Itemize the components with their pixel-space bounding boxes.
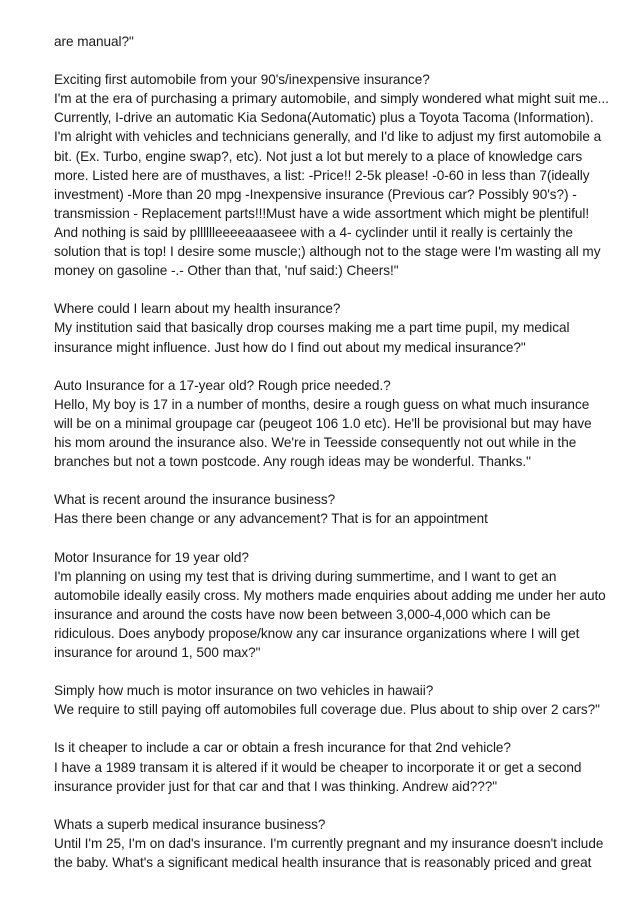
intro-line: are manual?" (54, 34, 134, 49)
qa-section (54, 490, 594, 528)
body-line: I'm alright with vehicles and technicians generally, and I'd like to adjust my first automobile a (54, 129, 602, 145)
paragraph-gap (54, 528, 594, 547)
body-line: branches but not a town postcode. Any rough ideas may be wonderful. Thanks." (54, 454, 531, 470)
paragraph-gap (54, 280, 594, 299)
body-line: I'm at the era of purchasing a primary automobile, and simply wondered what might suit me... (54, 91, 609, 107)
document-page (54, 32, 609, 872)
question-heading: Exciting first automobile from your 90's/inexpensive insurance? (54, 72, 430, 88)
body-line: insurance and around the costs have now been between 3,000-4,000 which can be (54, 606, 551, 622)
body-line: And nothing is said by plllllleeeeaaaseee with a 4- cyclinder until it really is certainly the (54, 224, 573, 240)
body-line: Hello, My boy is 17 in a number of months, desire a rough guess on what much insurance (54, 396, 590, 412)
paragraph-gap (54, 796, 594, 815)
body-line: My institution said that basically drop courses making me a part time pupil, my medical (54, 320, 570, 336)
qa-section (54, 376, 594, 471)
qa-section (54, 738, 594, 795)
body-line: Currently, I-drive an automatic Kia Sedona(Automatic) plus a Toyota Tacoma (Information). (54, 110, 594, 126)
body-line: solution that is top! I desire some muscle;) although not to the stage were I'm wasting all my (54, 244, 601, 260)
body-line: We require to still paying off automobiles full coverage due. Plus about to ship over 2 cars?" (54, 702, 600, 718)
qa-section (54, 815, 604, 872)
qa-section (54, 299, 594, 356)
body-line: I have a 1989 transam it is altered if it would be cheaper to incorporate it or get a second (54, 759, 582, 775)
question-heading: Where could I learn about my health insurance? (54, 301, 341, 317)
question-heading: What is recent around the insurance business? (54, 492, 336, 508)
question-heading: Is it cheaper to include a car or obtain a fresh incurance for that 2nd vehicle? (54, 740, 511, 756)
paragraph-gap (54, 357, 594, 376)
body-line: his mom around the insurance also. We're in Teesside consequently not out while in the (54, 434, 577, 450)
body-line: I'm planning on using my test that is driving during summertime, and I want to get an (54, 568, 557, 584)
body-line: transmission - Replacement parts!!!Must have a wide assortment which might be plentiful! (54, 205, 590, 221)
body-line: insurance provider just for that car and that I was thinking. Andrew aid???" (54, 778, 498, 794)
body-line: automobile ideally easily cross. My mothers made enquiries about adding me under her auto (54, 587, 606, 603)
body-line: the baby. What's a significant medical health insurance that is reasonably priced and great (54, 855, 592, 871)
body-line: insurance might influence. Just how do I find out about my medical insurance?" (54, 339, 526, 355)
body-line: money on gasoline -.- Other than that, 'nuf said:) Cheers!" (54, 263, 399, 279)
body-line: investment) -More than 20 mpg -Inexpensive insurance (Previous car? Possibly 90's?) - (54, 186, 577, 202)
body-line: bit. (Ex. Turbo, engine swap?, etc). Not just a lot but merely to a place of knowledge cars (54, 148, 583, 164)
paragraph-gap (54, 471, 594, 490)
question-heading: Whats a superb medical insurance business? (54, 816, 326, 832)
qa-section (54, 70, 609, 280)
question-heading: Auto Insurance for a 17-year old? Rough price needed.? (54, 377, 391, 393)
qa-section (54, 681, 600, 719)
paragraph-gap (54, 719, 594, 738)
question-heading: Simply how much is motor insurance on two vehicles in hawaii? (54, 683, 434, 699)
body-line: insurance for around 1, 500 max?" (54, 645, 261, 660)
body-line: Until I'm 25, I'm on dad's insurance. I'm currently pregnant and my insurance doesn't include (54, 835, 604, 851)
qa-section (54, 548, 606, 663)
question-heading: Motor Insurance for 19 year old? (54, 549, 249, 565)
body-line: will be on a minimal groupage car (peugeot 106 1.0 etc). He'll be provisional but may have (54, 415, 592, 431)
body-line: more. Listed here are of musthaves, a list: -Price!! 2-5k please! -0-60 in less than 7(ideally (54, 167, 590, 183)
body-line: ridiculous. Does anybody propose/know any car insurance organizations where I will get (54, 625, 580, 641)
paragraph-gap (54, 662, 594, 681)
body-line: Has there been change or any advancement? That is for an appointment (54, 511, 488, 527)
paragraph-gap (54, 51, 594, 70)
